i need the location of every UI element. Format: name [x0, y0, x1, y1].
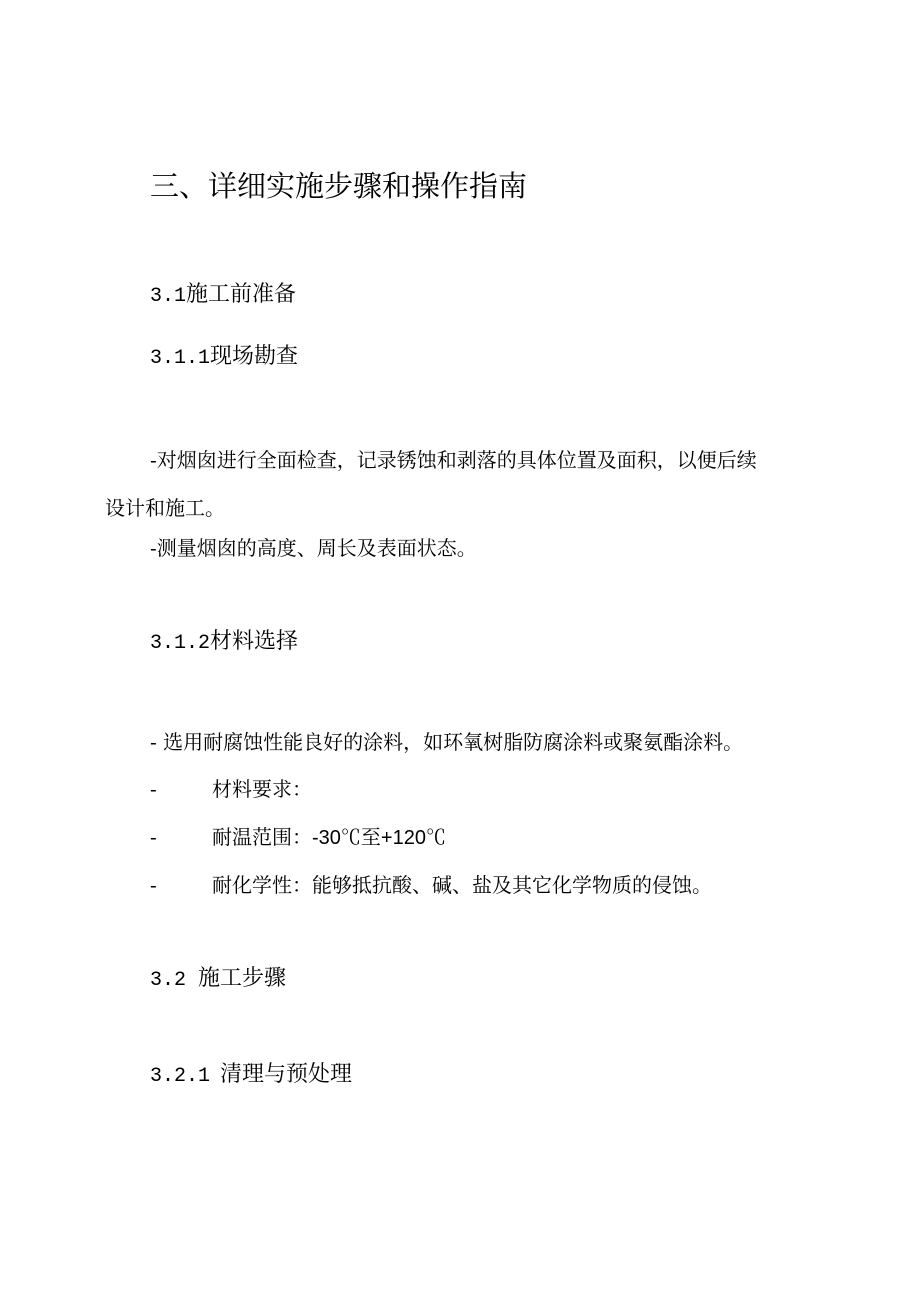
heading-3-2-1 [150, 1060, 352, 1092]
temperature-range-item [150, 822, 446, 853]
heading-number: 3.1 [150, 285, 187, 308]
heading-3-1 [150, 280, 296, 312]
list-item-text: 材料要求： [212, 777, 312, 801]
heading-number: 3.2.1 [150, 1065, 211, 1088]
heading-3-1-1 [150, 342, 298, 374]
list-item-label: 耐温范围： [212, 825, 312, 849]
heading-number: 3.1.2 [150, 632, 211, 655]
section-title: 三、详细实施步骤和操作指南 [150, 169, 528, 203]
heading-text: 施工步骤 [198, 966, 287, 991]
survey-line-1: -对烟囱进行全面检查，记录锈蚀和剥落的具体位置及面积，以便后续 [150, 448, 757, 472]
heading-3-1-2 [150, 627, 298, 659]
list-dash: - [150, 777, 157, 801]
heading-3-2 [150, 964, 286, 996]
heading-number: 3.2 [150, 969, 187, 992]
chemical-resistance-item [150, 870, 712, 900]
heading-text: 材料选择 [210, 629, 299, 654]
material-requirements-item [150, 774, 312, 804]
heading-number: 3.1.1 [150, 347, 211, 370]
list-item-text: 耐化学性：能够抵抗酸、碱、盐及其它化学物质的侵蚀。 [212, 873, 712, 897]
list-dash: - [150, 825, 157, 849]
heading-text: 施工前准备 [186, 282, 297, 307]
temperature-value: -30℃至+120℃ [312, 827, 446, 849]
materials-paragraph: - 选用耐腐蚀性能良好的涂料，如环氧树脂防腐涂料或聚氨酯涂料。 [150, 730, 744, 754]
survey-line-2: 设计和施工。 [105, 496, 225, 520]
heading-text: 现场勘查 [210, 344, 299, 369]
survey-paragraph-1 [105, 436, 825, 532]
survey-paragraph-2: -测量烟囱的高度、周长及表面状态。 [150, 536, 477, 560]
list-dash: - [150, 873, 157, 897]
heading-text: 清理与预处理 [220, 1062, 353, 1087]
